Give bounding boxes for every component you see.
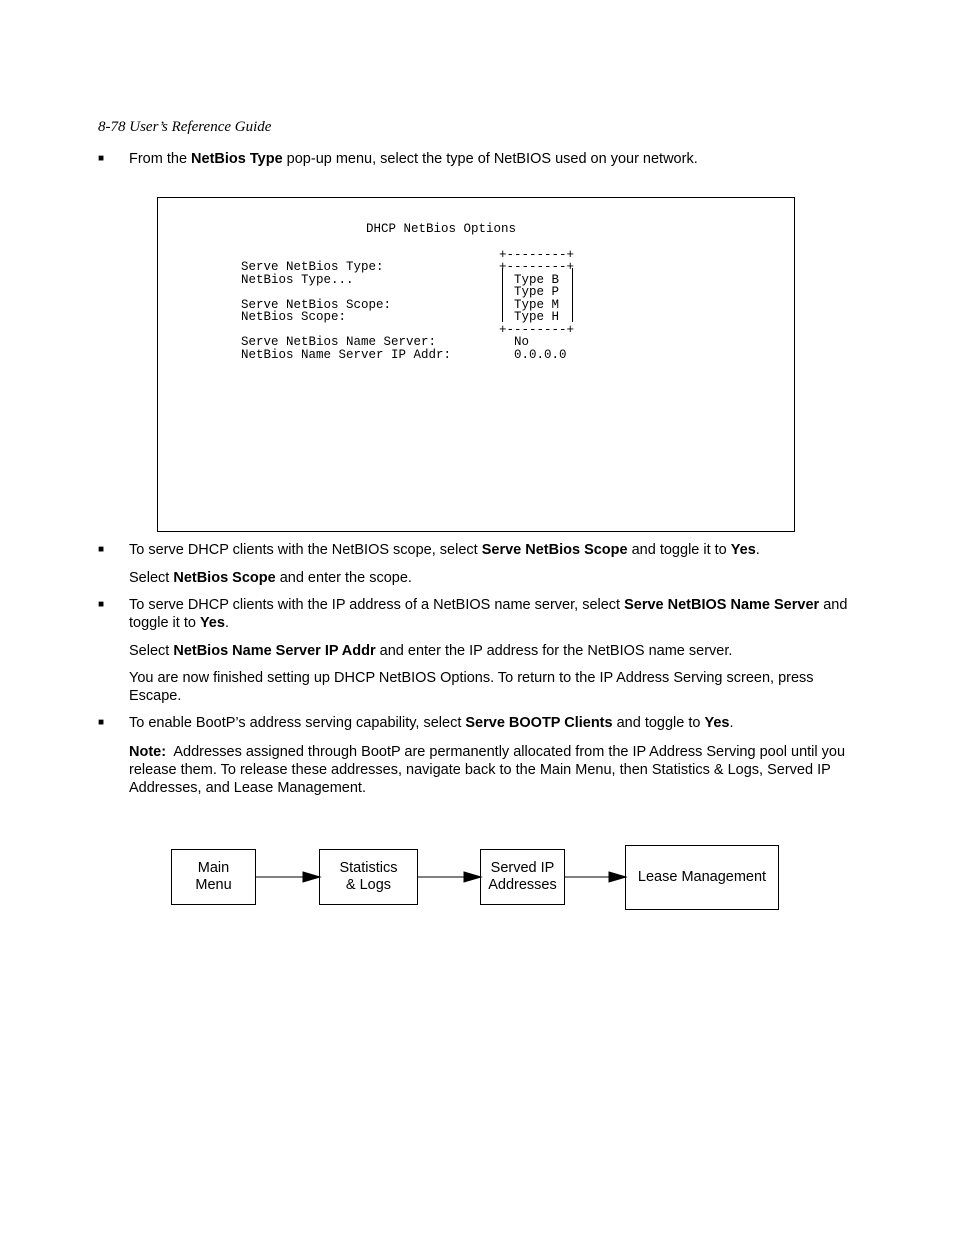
flow-statistics-logs: Statistics & Logs — [319, 849, 418, 905]
screen-title: DHCP NetBios Options — [366, 222, 517, 236]
field-serve-name-server[interactable]: Serve NetBios Name Server: — [241, 335, 437, 349]
bullet-marker: ■ — [98, 717, 105, 728]
step-netbios-scope: Select NetBios Scope and enter the scope. — [129, 570, 412, 586]
flow-served-ip-addresses: Served IP Addresses — [480, 849, 565, 905]
flow-lease-management: Lease Management — [625, 845, 779, 910]
value-name-server[interactable]: No — [514, 335, 530, 349]
popup-option-type-b[interactable]: Type B — [514, 272, 560, 287]
field-name-server-ip[interactable]: NetBios Name Server IP Addr: — [241, 347, 452, 362]
popup-border-bottom: +--------+ — [499, 322, 575, 337]
arrowhead-1 — [303, 872, 320, 882]
field-serve-netbios-scope[interactable]: Serve NetBios Scope: — [241, 297, 392, 312]
note-paragraph: Note: Addresses assigned through BootP are permanently allocated from the IP Address Serving pool until you release them. To release these addresses, navigate back to the Main Menu, then Statistics & Logs, Served IP Addresses, and Lease Management. — [129, 744, 846, 796]
bullet-marker: ■ — [98, 544, 105, 555]
page-header: 8-78 User’s Reference Guide — [98, 119, 272, 135]
value-ip-addr[interactable]: 0.0.0.0 — [514, 347, 567, 362]
popup-option-type-h[interactable]: Type H — [514, 310, 560, 324]
popup-border-top-inner: +--------+ — [499, 260, 575, 274]
popup-option-type-m[interactable]: Type M — [514, 297, 560, 312]
step-bootp: To enable BootP’s address serving capability, select Serve BOOTP Clients and toggle to Yes. — [129, 715, 734, 731]
bullet-marker: ■ — [98, 599, 105, 610]
field-netbios-type[interactable]: NetBios Type... — [241, 272, 354, 287]
popup-border-top: +--------+ — [499, 247, 575, 262]
flow-main-menu: Main Menu — [171, 849, 256, 905]
step-serve-scope: To serve DHCP clients with the NetBIOS scope, select Serve NetBios Scope and toggle it to Yes. — [129, 542, 760, 558]
step-name-server-ip: Select NetBios Name Server IP Addr and enter the IP address for the NetBIOS name server. — [129, 643, 733, 659]
step-serve-name-server: To serve DHCP clients with the IP address of a NetBIOS name server, select Serve NetBIOS Name Server and toggle it to Yes. — [129, 597, 848, 631]
intro-paragraph: From the NetBios Type pop-up menu, select the type of NetBIOS used on your network. — [129, 151, 698, 167]
arrowhead-3 — [609, 872, 626, 882]
field-netbios-scope[interactable]: NetBios Scope: — [241, 310, 347, 324]
arrowhead-2 — [464, 872, 481, 882]
bullet-marker: ■ — [98, 153, 105, 164]
popup-option-type-p[interactable]: Type P — [514, 285, 560, 299]
field-serve-netbios-type[interactable]: Serve NetBios Type: — [241, 260, 384, 274]
step-finished: You are now finished setting up DHCP NetBIOS Options. To return to the IP Address Serving screen, press Escape. — [129, 670, 814, 704]
